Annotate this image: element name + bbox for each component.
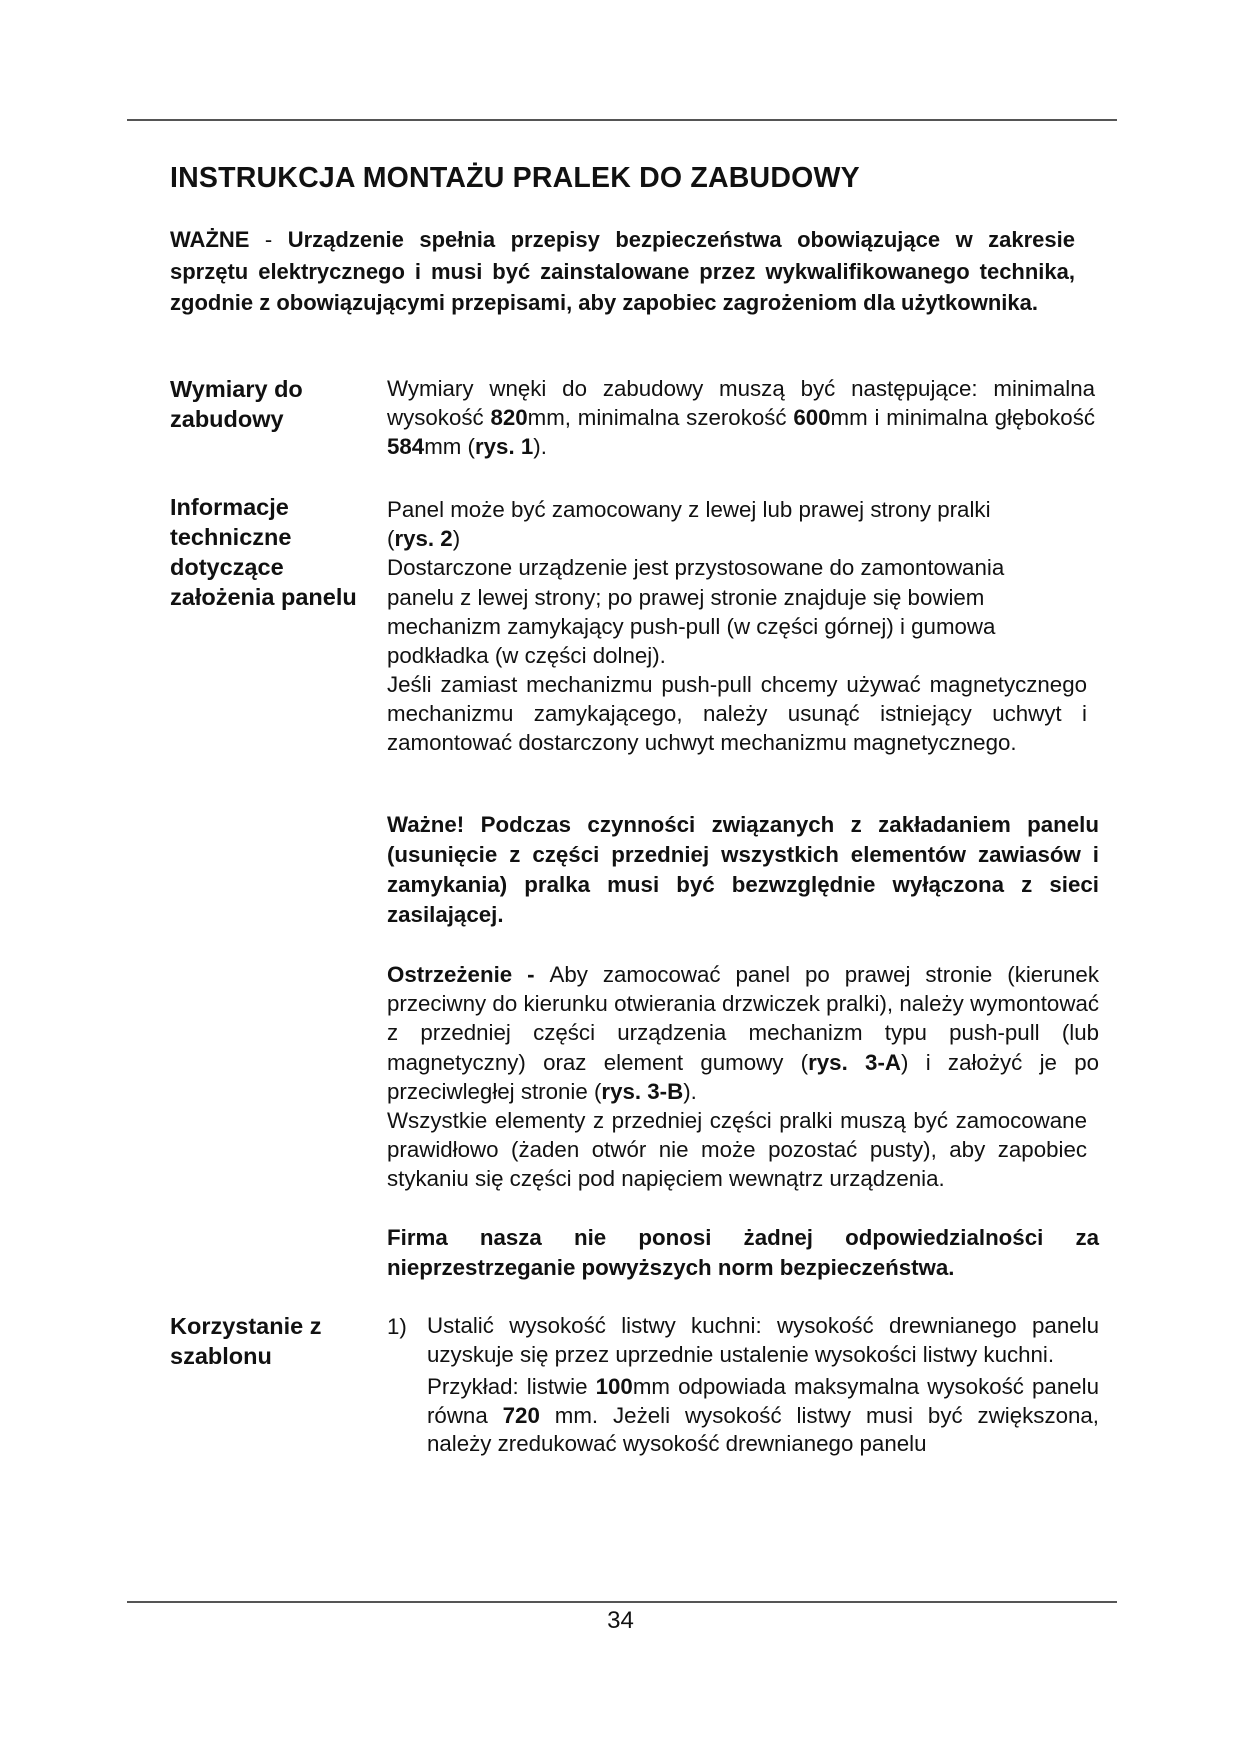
caution-text: ) i założyć je po przeciwległej stronie ( <box>387 1049 1100 1104</box>
important-notice-text: Ważne! Podczas czynności związanych z zakładaniem panelu (usunięcie z części przedniej wszystkich elementów zawiasów i zamykania) pralka musi być bezwzględnie wyłączona z sieci zasilającej. <box>387 812 1099 927</box>
min-depth-value: 584 <box>387 434 425 460</box>
panel-info-line: podkładka (w części dolnej). <box>387 643 666 669</box>
disclaimer-text: Firma nasza nie ponosi żadnej odpowiedzialności za nieprzestrzeganie powyższych norm bezpieczeństwa. <box>387 1225 1099 1280</box>
dimensions-label <box>170 374 303 434</box>
step-1-example <box>427 1373 1099 1459</box>
page-number: 34 <box>607 1607 634 1634</box>
example-text: mm odpowiada maksymalna wysokość panelu równa <box>427 1374 1099 1428</box>
dimensions-text-part: mm ( <box>424 434 475 460</box>
panel-info-line: Panel może być zamocowany z lewej lub prawej strony pralki <box>387 497 991 522</box>
caution-text: ). <box>683 1078 697 1104</box>
safety-paragraph: Wszystkie elementy z przedniej części pralki muszą być zamocowane prawidłowo (żaden otwór nie może pozostać pusty), aby zapobiec stykaniu się części pod napięciem wewnątrz urządzenia. <box>387 1108 1087 1192</box>
dimensions-text <box>387 374 1095 462</box>
caution-text: Aby zamocować panel po prawej stronie (kierunek przeciwny do kierunku otwierania drzwiczek pralki), należy wymontować z przedniej części urządzenia mechanizm typu push-pull (lub magnetyczny) oraz element gumowy ( <box>387 962 1099 1075</box>
step-1 <box>427 1312 1099 1459</box>
template-label-line: szablonu <box>170 1343 272 1369</box>
important-notice <box>387 810 1099 930</box>
panel-info-paragraph <box>387 495 1115 670</box>
dimensions-label-line: Wymiary do <box>170 376 303 402</box>
panel-info-line: mechanizm zamykający push-pull (w części górnej) i gumowa <box>387 613 996 639</box>
skirting-height-value: 100 <box>595 1374 633 1399</box>
header-rule <box>127 119 1117 121</box>
dimensions-text-part: ). <box>533 434 547 460</box>
min-height-value: 820 <box>490 405 528 431</box>
paren: ) <box>452 526 461 552</box>
intro-text: Urządzenie spełnia przepisy bezpieczeństwa obowiązujące w zakresie sprzętu elektrycznego i musi być zainstalowane przez wykwalifikowanego technika, zgodnie z obowiązującymi przepisami, aby zapobiec zagrożeniom dla użytkownika. <box>170 227 1075 315</box>
panel-height-value: 720 <box>502 1402 540 1428</box>
intro-lead: WAŻNE <box>170 227 250 252</box>
template-label-line: Korzystanie z <box>170 1313 322 1339</box>
panel-info-label-line: Informacje <box>170 494 289 520</box>
figure-reference: rys. 2 <box>394 526 453 552</box>
figure-reference: rys. 1 <box>474 434 534 460</box>
disclaimer <box>387 1223 1099 1283</box>
step-1-text: Ustalić wysokość listwy kuchni: wysokość drewnianego panelu uzyskuje się przez uprzednie ustalenie wysokości listwy kuchni. <box>427 1313 1099 1367</box>
dimensions-text-part: mm i minimalna głębokość <box>830 405 1096 431</box>
panel-info-label-line: dotyczące <box>170 554 284 580</box>
panel-info-label-line: założenia panelu <box>170 584 357 610</box>
panel-info-line <box>387 524 1115 553</box>
min-width-value: 600 <box>793 405 831 431</box>
example-text: Przykład: listwie <box>427 1374 596 1399</box>
caution-paragraph <box>387 960 1099 1106</box>
intro-warning <box>170 224 1075 319</box>
panel-info-label-line: techniczne <box>170 524 292 550</box>
panel-info-line: Dostarczone urządzenie jest przystosowane do zamontowania <box>387 555 1005 581</box>
footer-rule <box>127 1601 1117 1603</box>
figure-reference: rys. 3-B <box>601 1078 684 1104</box>
intro-dash: - <box>249 227 288 252</box>
panel-info-label <box>170 492 357 612</box>
dimensions-label-line: zabudowy <box>170 406 284 432</box>
paren: ( <box>387 526 395 552</box>
example-text: mm. Jeżeli wysokość listwy musi być zwiększona, należy zredukować wysokość drewnianego panelu <box>427 1402 1099 1456</box>
template-label <box>170 1311 322 1371</box>
magnetic-mechanism-paragraph: Jeśli zamiast mechanizmu push-pull chcemy używać magnetycznego mechanizmu zamykającego, należy usunąć istniejący uchwyt i zamontować dostarczony uchwyt mechanizmu magnetycznego. <box>387 672 1087 756</box>
step-number: 1) <box>387 1314 407 1339</box>
caution-lead: Ostrzeżenie - <box>387 962 550 987</box>
figure-reference: rys. 3-A <box>808 1049 901 1075</box>
dimensions-text-part: mm, minimalna szerokość <box>527 405 794 431</box>
page-title: INSTRUKCJA MONTAŻU PRALEK DO ZABUDOWY <box>170 162 860 194</box>
dimensions-text-part: Wymiary wnęki do zabudowy muszą być następujące: minimalna wysokość <box>387 376 1095 431</box>
panel-info-line: panelu z lewej strony; po prawej stronie znajduje się bowiem <box>387 584 985 610</box>
